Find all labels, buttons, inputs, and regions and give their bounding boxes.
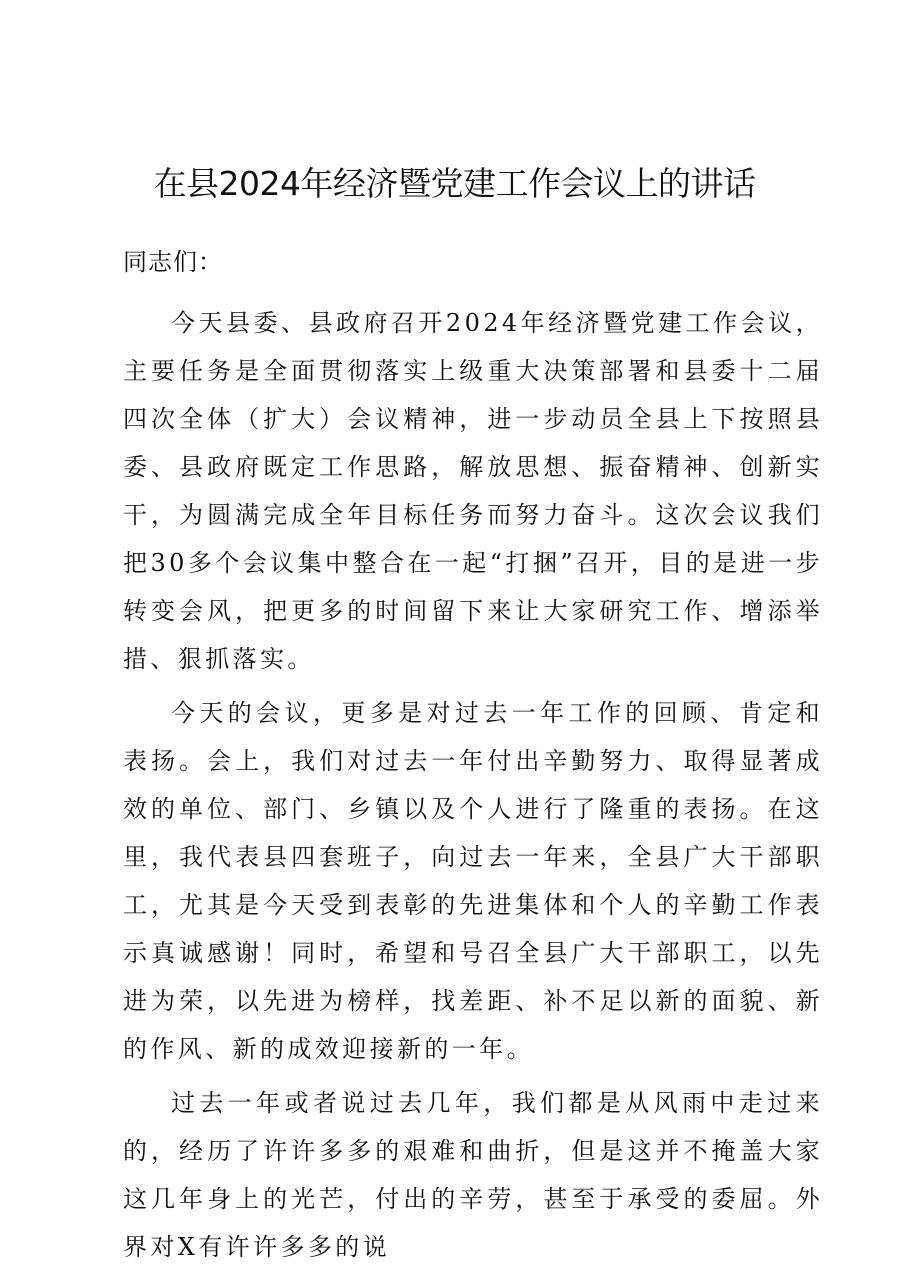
document-title: 在县2024年经济暨党建工作会议上的讲话 (153, 164, 756, 203)
paragraph: 今天县委、县政府召开2024年经济暨党建工作会议，主要任务是全面贯彻落实上级重大决策部署和县委十二届四次全体（扩大）会议精神，进一步动员全县上下按照县委、县政府既定工作思路，解放思想、振奋精神、创新实干，为圆满完成全年目标任务而努力奋斗。这次会议我们把30多个会议集中整合在一起“打捆”召开，目的是进一步转变会风，把更多的时间留下来让大家研究工作、增添举措、狠抓落实。 (123, 309, 823, 673)
paragraph: 今天的会议，更多是对过去一年工作的回顾、肯定和表扬。会上，我们对过去一年付出辛勤努力、取得显著成效的单位、部门、乡镇以及个人进行了隆重的表扬。在这里，我代表县四套班子，向过去一年来，全县广大干部职工，尤其是今天受到表彰的先进集体和个人的辛勤工作表示真诚感谢！同时，希望和号召全县广大干部职工，以先进为荣，以先进为榜样，找差距、补不足以新的面貌、新的作风、新的成效迎接新的一年。 (123, 699, 823, 1063)
paragraph: 过去一年或者说过去几年，我们都是从风雨中走过来的，经历了许许多多的艰难和曲折，但是这并不掩盖大家这几年身上的光芒，付出的辛劳，甚至于承受的委屈。外界对X有许许多多的说 (123, 1089, 823, 1261)
greeting: 同志们： (123, 248, 223, 276)
document-body (123, 238, 823, 1277)
